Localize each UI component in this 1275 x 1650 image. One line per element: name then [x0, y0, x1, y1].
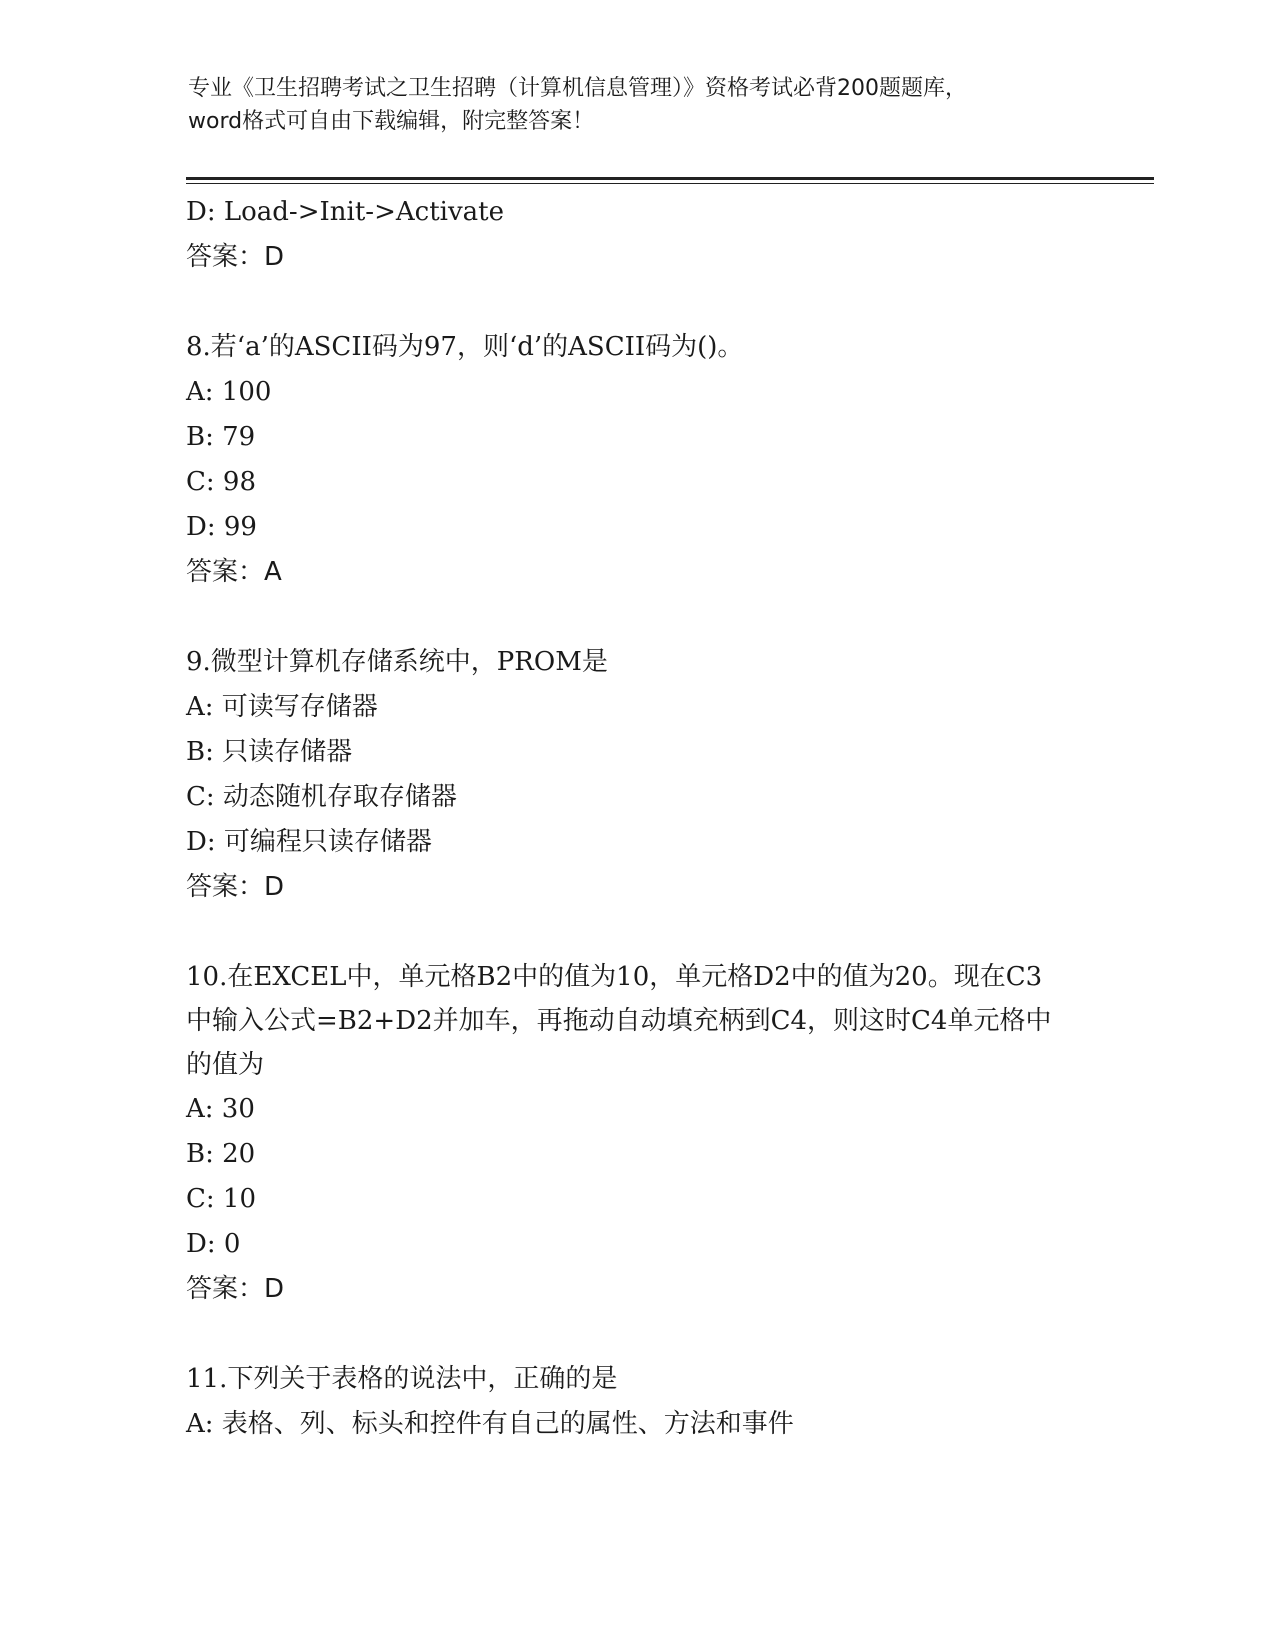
option-d: D: 0 [186, 1229, 241, 1259]
header-divider-thick [186, 177, 1154, 180]
question-text: 8.若‘a’的ASCII码为97，则‘d’的ASCII码为()。 [186, 332, 744, 362]
document-header [188, 72, 1088, 138]
option-c: C: 98 [186, 467, 257, 497]
spacer [186, 280, 1086, 325]
answer-line: 答案：A [186, 557, 282, 587]
question-text: 10.在EXCEL中，单元格B2中的值为10，单元格D2中的值为20。现在C3中输入公式=B2+D2并加车，再拖动自动填充柄到C4，则这时C4单元格中的值为 [186, 962, 1052, 1080]
answer-line: 答案：D [186, 242, 285, 272]
option-a: A: 可读写存储器 [186, 692, 378, 722]
question-list [186, 190, 1086, 1447]
option-a: A: 表格、列、标头和控件有自己的属性、方法和事件 [186, 1409, 794, 1439]
option-c: C: 10 [186, 1184, 257, 1214]
option-d: D: Load->Init->Activate [186, 197, 504, 227]
spacer [186, 595, 1086, 640]
question-10 [186, 955, 1086, 1312]
question-8 [186, 325, 1086, 595]
option-a: A: 30 [186, 1094, 255, 1124]
answer-line: 答案：D [186, 1274, 285, 1304]
option-b: B: 只读存储器 [186, 737, 353, 767]
header-divider-thin [186, 183, 1154, 184]
option-d: D: 99 [186, 512, 257, 542]
spacer [186, 1312, 1086, 1357]
option-a: A: 100 [186, 377, 272, 407]
question-text: 9.微型计算机存储系统中，PROM是 [186, 647, 608, 677]
option-d: D: 可编程只读存储器 [186, 827, 432, 857]
previous-question-tail [186, 190, 1086, 280]
question-text: 11.下列关于表格的说法中，正确的是 [186, 1364, 618, 1394]
answer-line: 答案：D [186, 872, 285, 902]
header-line-2: word格式可自由下载编辑，附完整答案！ [188, 109, 595, 134]
spacer [186, 910, 1086, 955]
question-11 [186, 1357, 1086, 1447]
question-9 [186, 640, 1086, 910]
option-b: B: 20 [186, 1139, 256, 1169]
option-c: C: 动态随机存取存储器 [186, 782, 457, 812]
option-b: B: 79 [186, 422, 256, 452]
header-line-1: 专业《卫生招聘考试之卫生招聘（计算机信息管理）》资格考试必背200题题库， [188, 76, 967, 101]
